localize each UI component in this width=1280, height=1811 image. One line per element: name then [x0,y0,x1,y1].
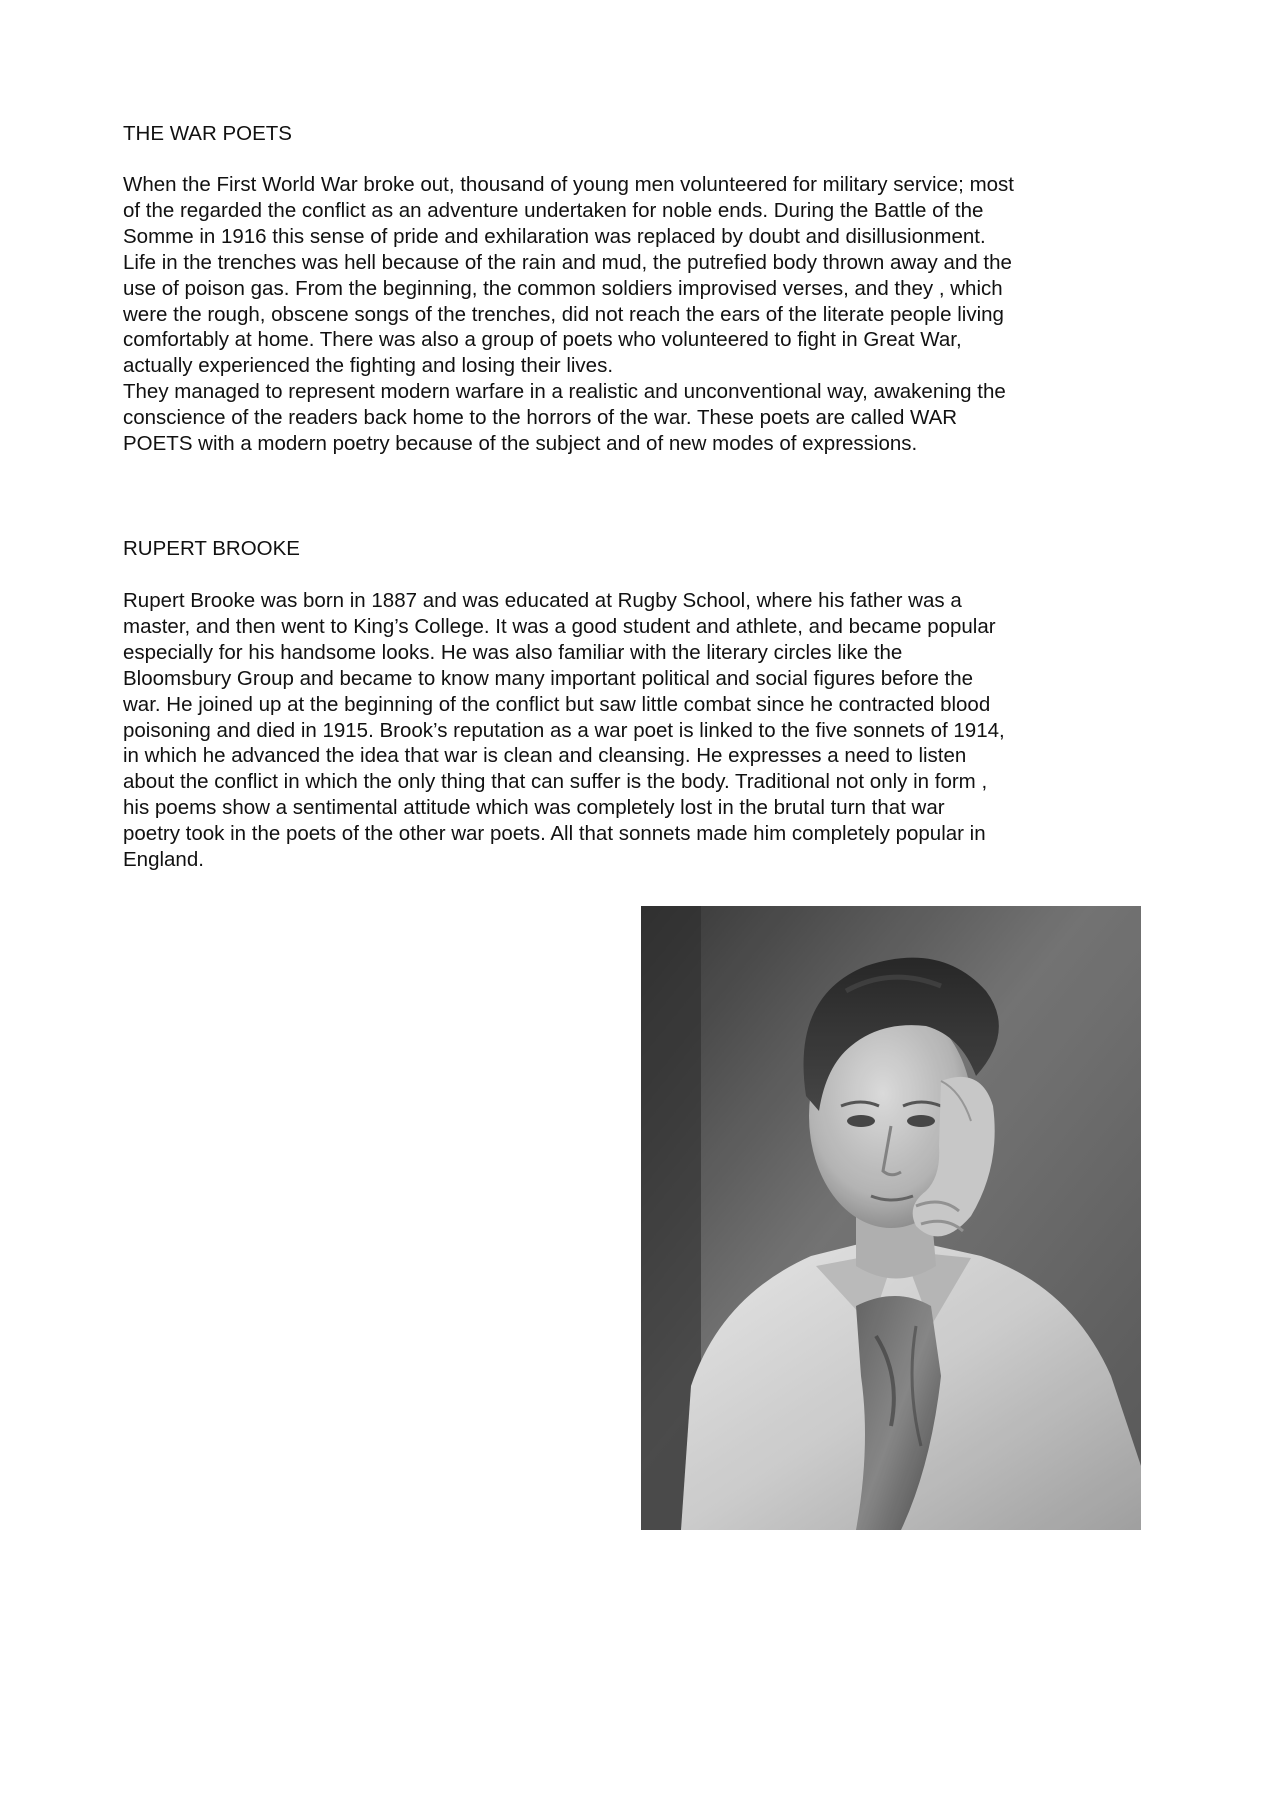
text-line: about the conflict in which the only thing that can suffer is the body. Traditional not only in form , [123,770,988,794]
paragraph-war-poets [123,172,1183,457]
text-line: comfortably at home. There was also a group of poets who volunteered to fight in Great War, [123,328,962,352]
portrait-photo [641,906,1141,1530]
text-line: Life in the trenches was hell because of the rain and mud, the putrefied body thrown away and the [123,250,1012,274]
text-line: conscience of the readers back home to the horrors of the war. These poets are called WAR [123,406,958,430]
section-title-rupert-brooke: RUPERT BROOKE [123,537,300,560]
section-title-war-poets: THE WAR POETS [123,122,292,145]
text-line: poisoning and died in 1915. Brook’s reputation as a war poet is linked to the five sonnets of 1914, [123,718,1005,742]
text-line: England. [123,848,204,872]
portrait-image [641,906,1141,1530]
text-line: poetry took in the poets of the other war poets. All that sonnets made him completely popular in [123,822,986,846]
text-line: in which he advanced the idea that war is clean and cleansing. He expresses a need to listen [123,744,967,768]
text-line: Bloomsbury Group and became to know many important political and social figures before the [123,666,974,690]
text-line: Somme in 1916 this sense of pride and exhilaration was replaced by doubt and disillusionment. [123,224,986,248]
text-line: master, and then went to King’s College. It was a good student and athlete, and became popular [123,614,996,638]
text-line: of the regarded the conflict as an adventure undertaken for noble ends. During the Battle of the [123,198,984,222]
text-line: actually experienced the fighting and losing their lives. [123,354,614,378]
text-line: especially for his handsome looks. He was also familiar with the literary circles like the [123,640,903,664]
text-line: POETS with a modern poetry because of the subject and of new modes of expressions. [123,432,918,456]
text-line: war. He joined up at the beginning of the conflict but saw little combat since he contracted blood [123,692,991,716]
text-line: They managed to represent modern warfare in a realistic and unconventional way, awakening the [123,380,1006,404]
text-line: use of poison gas. From the beginning, the common soldiers improvised verses, and they , which [123,276,1003,300]
paragraph-rupert-brooke [123,588,1183,873]
text-line: When the First World War broke out, thousand of young men volunteered for military service; most [123,173,1014,196]
text-line: Rupert Brooke was born in 1887 and was educated at Rugby School, where his father was a [123,589,962,612]
text-line: his poems show a sentimental attitude which was completely lost in the brutal turn that war [123,796,945,820]
text-line: were the rough, obscene songs of the trenches, did not reach the ears of the literate people living [123,302,1004,326]
